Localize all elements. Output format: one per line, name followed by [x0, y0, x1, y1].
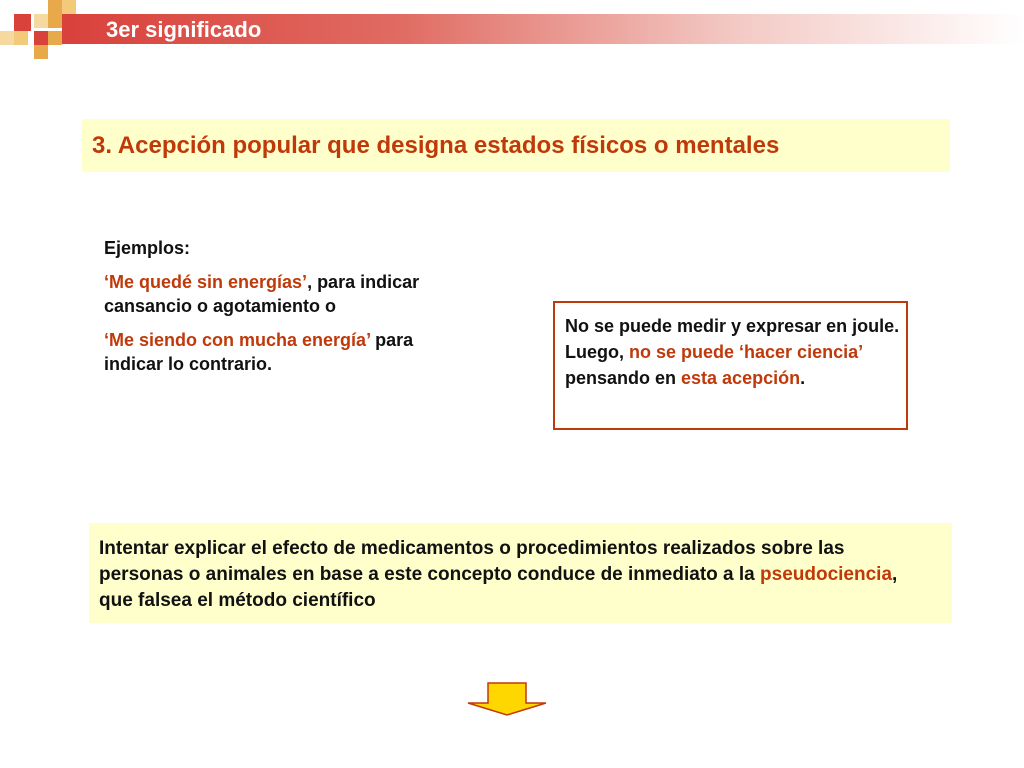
- deco-square: [48, 14, 62, 28]
- deco-square: [34, 14, 48, 28]
- example-2: [104, 328, 474, 376]
- conclusion-text-part: , que falsea el método científico: [99, 564, 898, 611]
- examples-block: [104, 236, 474, 386]
- deco-square: [48, 31, 62, 45]
- example-1-quote: ‘Me quedé sin energías’: [104, 272, 308, 292]
- example-1: [104, 270, 474, 318]
- conclusion-text: [99, 536, 919, 614]
- note-text: [565, 313, 900, 391]
- deco-square: [34, 45, 48, 59]
- note-highlight: esta acepción: [681, 368, 801, 388]
- note-highlight: no se puede ‘hacer ciencia’: [629, 342, 863, 362]
- example-1-text: , para indicar cansancio o agotamiento o: [104, 272, 420, 316]
- slide-section-title: 3er significado: [106, 17, 262, 42]
- down-arrow-icon[interactable]: [466, 682, 548, 716]
- deco-square: [14, 31, 28, 45]
- deco-square: [34, 31, 48, 45]
- examples-label: Ejemplos:: [104, 238, 191, 258]
- deco-square: [62, 0, 76, 14]
- note-text-part: pensando en: [565, 368, 682, 388]
- deco-square: [14, 14, 31, 31]
- conclusion-text-part: Intentar explicar el efecto de medicamentos o procedimientos realizados sobre las personas o animales en base a este concepto conduce de inmediato a la: [99, 538, 845, 585]
- deco-square: [0, 31, 14, 45]
- note-text-part: No se puede medir y expresar en joule. Luego,: [565, 316, 900, 362]
- example-2-quote: ‘Me siendo con mucha energía’: [104, 330, 371, 350]
- conclusion-highlight: pseudociencia: [760, 564, 893, 585]
- deco-square: [48, 0, 62, 14]
- note-text-part: .: [800, 368, 806, 388]
- example-2-text: para indicar lo contrario.: [104, 330, 414, 374]
- slide-heading: 3. Acepción popular que designa estados físicos o mentales: [92, 132, 780, 159]
